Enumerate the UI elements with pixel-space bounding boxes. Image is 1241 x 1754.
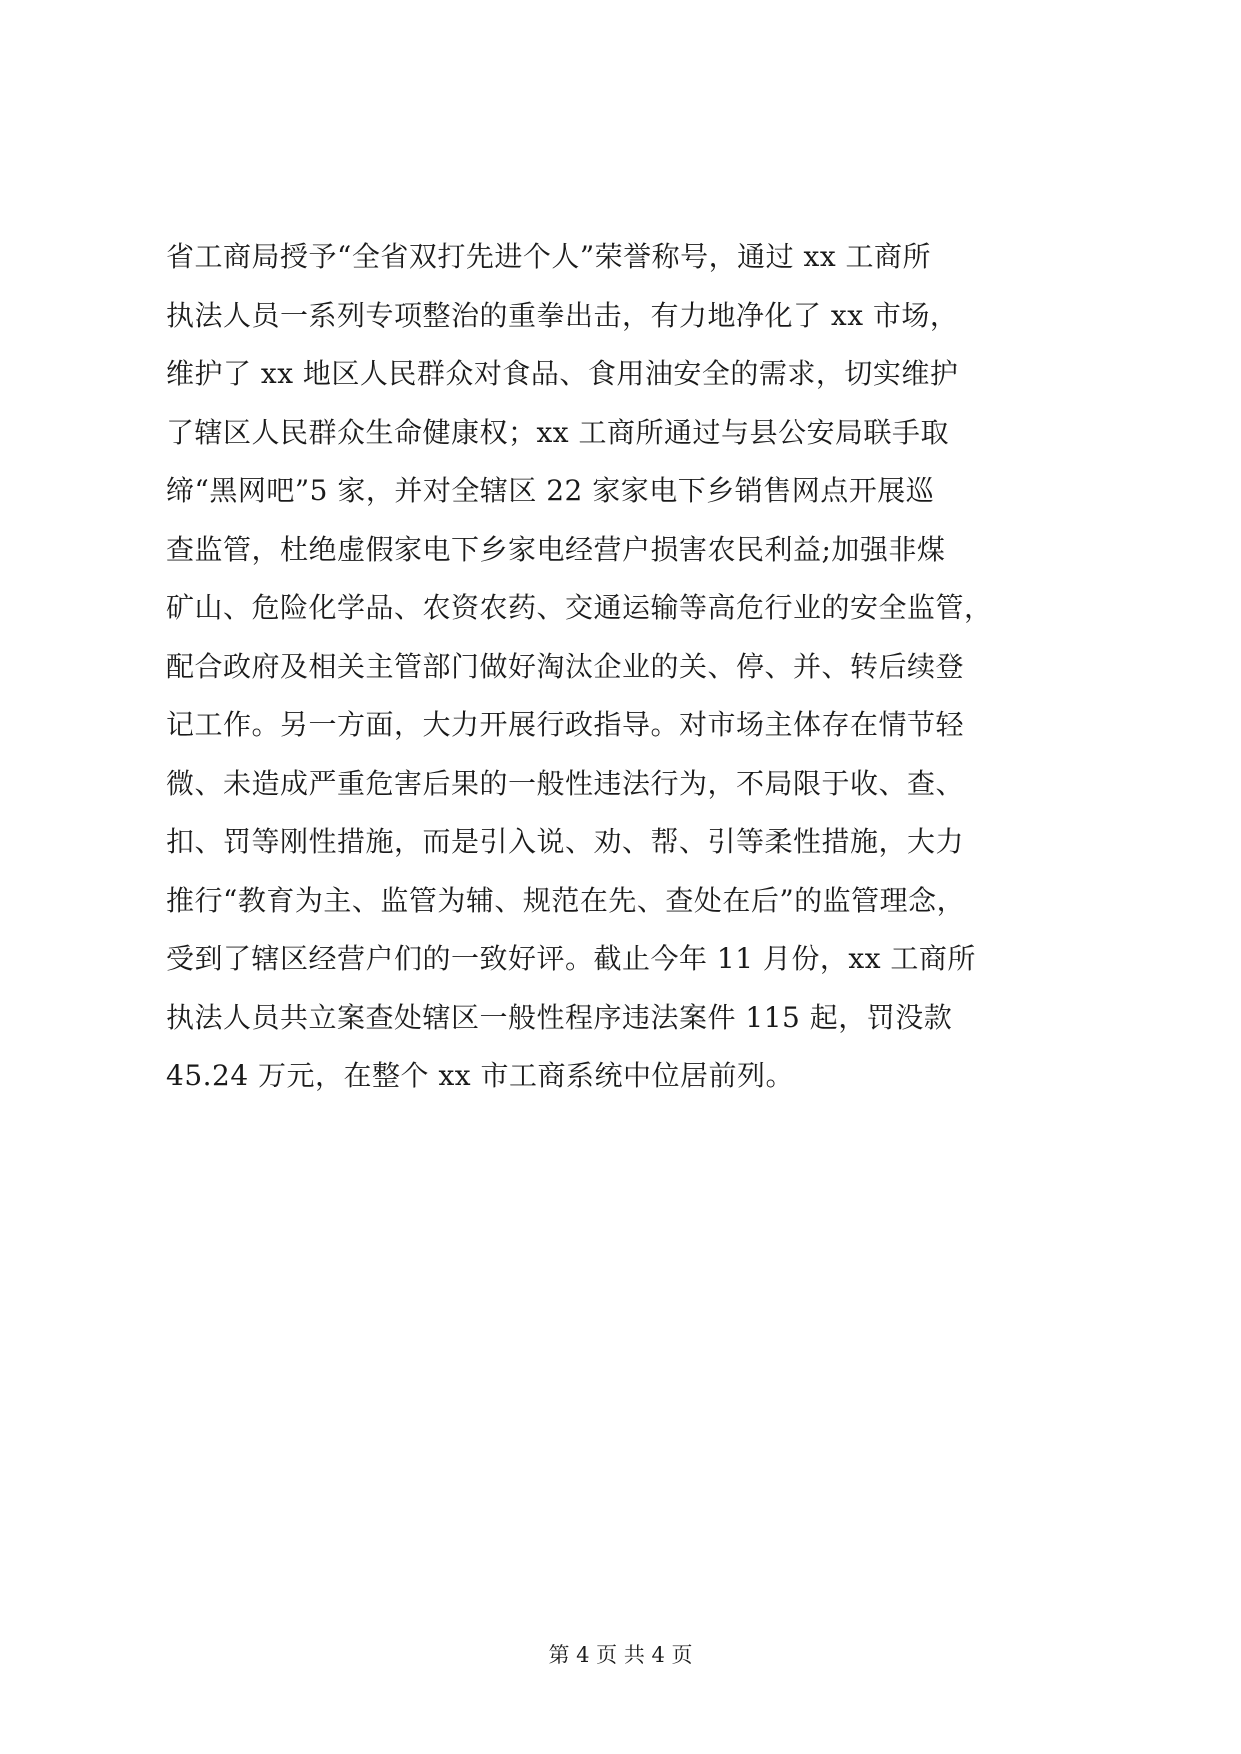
text-line: 微、未造成严重危害后果的一般性违法行为，不局限于收、查、	[166, 766, 965, 800]
text-line: 推行“教育为主、监管为辅、规范在先、查处在后”的监管理念，	[166, 883, 966, 917]
text-line: 扣、罚等刚性措施，而是引入说、劝、帮、引等柔性措施，大力	[166, 825, 965, 858]
text-line: 45.24 万元，在整个 xx 市工商系统中位居前列。	[166, 1059, 794, 1092]
text-line: 矿山、危险化学品、农资农药、交通运输等高危行业的安全监管，	[166, 591, 993, 624]
text-line: 记工作。另一方面，大力开展行政指导。对市场主体存在情节轻	[166, 708, 965, 741]
text-line: 受到了辖区经营户们的一致好评。截止今年 11 月份，xx 工商所	[166, 942, 976, 975]
text-line: 配合政府及相关主管部门做好淘汰企业的关、停、并、转后续登	[166, 649, 965, 683]
body-paragraph	[166, 228, 1096, 1106]
text-line: 查监管，杜绝虚假家电下乡家电经营户损害农民利益;加强非煤	[166, 532, 946, 566]
text-line: 了辖区人民群众生命健康权；xx 工商所通过与县公安局联手取	[166, 415, 949, 449]
text-line: 缔“黑网吧”5 家，并对全辖区 22 家家电下乡销售网点开展巡	[166, 474, 935, 507]
text-line: 执法人员一系列专项整治的重拳出击，有力地净化了 xx 市场，	[166, 298, 959, 332]
text-line: 执法人员共立案查处辖区一般性程序违法案件 115 起，罚没款	[166, 1000, 953, 1034]
text-line: 省工商局授予“全省双打先进个人”荣誉称号，通过 xx 工商所	[166, 240, 932, 273]
text-line: 维护了 xx 地区人民群众对食品、食用油安全的需求，切实维护	[166, 357, 959, 390]
page-number-footer: 第 4 页 共 4 页	[548, 1643, 693, 1667]
